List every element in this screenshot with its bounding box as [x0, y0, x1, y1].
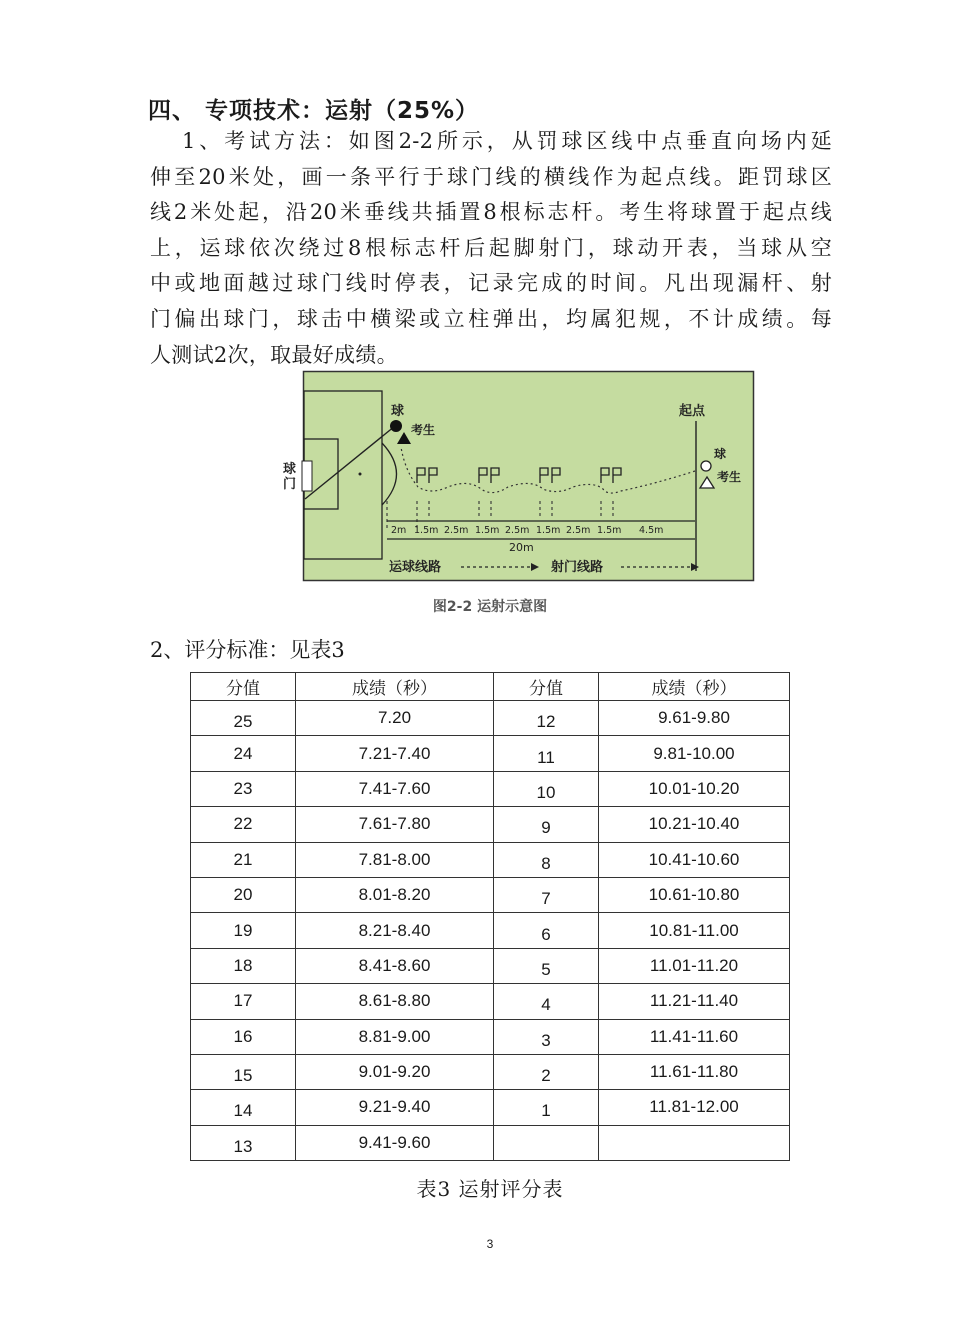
table-cell: 21 [191, 842, 296, 877]
table-cell: 8.21-8.40 [296, 913, 494, 948]
shoot-route-label: 射门线路 [551, 560, 604, 575]
table-cell: 9.81-10.00 [599, 736, 790, 771]
goal-label: 球 [283, 462, 297, 477]
table-cell: 18 [191, 948, 296, 983]
page-number: 3 [486, 1237, 494, 1251]
table-cell: 10.01-10.20 [599, 771, 790, 806]
table-cell: 11.21-11.40 [599, 984, 790, 1019]
svg-text:1.5m: 1.5m [414, 525, 439, 536]
student-label: 考生 [411, 423, 436, 437]
svg-text:2m: 2m [391, 525, 407, 536]
table-cell: 25 [191, 701, 296, 736]
table-cell: 16 [191, 1019, 296, 1054]
table-cell: 6 [494, 913, 599, 948]
table-cell: 10 [494, 771, 599, 806]
table-cell: 8.61-8.80 [296, 984, 494, 1019]
table-cell: 7.20 [296, 701, 494, 736]
penalty-spot [359, 473, 362, 476]
column-header: 成绩（秒） [296, 673, 494, 701]
table-cell: 7.41-7.60 [296, 771, 494, 806]
section-heading: 四、 专项技术：运射（25%） [148, 98, 480, 124]
paragraph-line: 中或地面越过球门线时停表，记录完成的时间。凡出现漏杆、射 [150, 271, 832, 296]
table-cell: 9.41-9.60 [296, 1125, 494, 1160]
table-cell: 19 [191, 913, 296, 948]
table-cell: 24 [191, 736, 296, 771]
right-student-label: 考生 [717, 470, 742, 484]
svg-text:2.5m: 2.5m [566, 525, 591, 536]
table-cell: 11 [494, 736, 599, 771]
table-row [191, 1054, 790, 1089]
dribble-shoot-diagram [283, 371, 755, 583]
svg-text:4.5m: 4.5m [639, 525, 664, 536]
paragraph-line: 线2米处起，沿20米垂线共插置8根标志杆。考生将球置于起点线 [150, 200, 832, 225]
ball-icon [390, 420, 402, 432]
table-cell: 11.61-11.80 [599, 1054, 790, 1089]
table-cell [494, 1125, 599, 1160]
table-cell: 4 [494, 984, 599, 1019]
table-row [191, 807, 790, 842]
table-cell: 22 [191, 807, 296, 842]
table-cell [599, 1125, 790, 1160]
table-row [191, 736, 790, 771]
figure-caption: 图2-2 运射示意图 [432, 599, 548, 615]
score-table [190, 672, 790, 1161]
table-cell: 12 [494, 701, 599, 736]
table-cell: 9.61-9.80 [599, 701, 790, 736]
table-row [191, 771, 790, 806]
table-cell: 10.41-10.60 [599, 842, 790, 877]
table-cell: 11.81-12.00 [599, 1090, 790, 1125]
svg-text:1.5m: 1.5m [597, 525, 622, 536]
paragraph-line: 伸至20米处，画一条平行于球门线的横线作为起点线。距罚球区 [150, 164, 832, 189]
table-cell: 20 [191, 877, 296, 912]
exam-method-paragraph [150, 124, 832, 373]
table-cell: 3 [494, 1019, 599, 1054]
table-row [191, 948, 790, 983]
table-row [191, 877, 790, 912]
table-cell: 7 [494, 877, 599, 912]
svg-text:1.5m: 1.5m [536, 525, 561, 536]
table-cell: 14 [191, 1090, 296, 1125]
table-cell: 8.41-8.60 [296, 948, 494, 983]
table-row [191, 842, 790, 877]
ball-label: 球 [391, 404, 405, 419]
table-cell: 13 [191, 1125, 296, 1160]
svg-text:2.5m: 2.5m [505, 525, 530, 536]
table-cell: 8 [494, 842, 599, 877]
table-cell: 8.01-8.20 [296, 877, 494, 912]
table-cell: 7.61-7.80 [296, 807, 494, 842]
svg-text:1.5m: 1.5m [475, 525, 500, 536]
right-ball-icon [701, 461, 711, 471]
goal-label: 门 [283, 477, 297, 492]
right-ball-label: 球 [714, 447, 727, 461]
table-cell: 11.01-11.20 [599, 948, 790, 983]
paragraph-line: 1、考试方法：如图2-2所示，从罚球区线中点垂直向场内延 [182, 129, 832, 153]
table-row [191, 913, 790, 948]
table-cell: 2 [494, 1054, 599, 1089]
paragraph-line: 门偏出球门，球击中横梁或立柱弹出，均属犯规，不计成绩。每 [150, 306, 832, 331]
table-cell: 7.81-8.00 [296, 842, 494, 877]
table-cell: 23 [191, 771, 296, 806]
paragraph-line: 上，运球依次绕过8根标志杆后起脚射门，球动开表，当球从空 [150, 235, 832, 260]
total-label: 20m [509, 541, 534, 554]
table-cell: 8.81-9.00 [296, 1019, 494, 1054]
table-row [191, 1090, 790, 1125]
table-cell: 10.21-10.40 [599, 807, 790, 842]
table-cell: 10.61-10.80 [599, 877, 790, 912]
table-cell: 5 [494, 948, 599, 983]
table-cell: 9.01-9.20 [296, 1054, 494, 1089]
table-row [191, 701, 790, 736]
start-label: 起点 [679, 404, 706, 419]
dribble-route-label: 运球线路 [389, 560, 442, 575]
table-cell: 10.81-11.00 [599, 913, 790, 948]
table-row [191, 1125, 790, 1160]
table-cell: 1 [494, 1090, 599, 1125]
table-cell: 9.21-9.40 [296, 1090, 494, 1125]
goal-box [302, 461, 312, 491]
table-cell: 7.21-7.40 [296, 736, 494, 771]
column-header: 成绩（秒） [599, 673, 790, 701]
svg-text:2.5m: 2.5m [444, 525, 469, 536]
table-caption: 表3 运射评分表 [416, 1177, 564, 1201]
table-cell: 9 [494, 807, 599, 842]
table-row [191, 984, 790, 1019]
table-cell: 15 [191, 1054, 296, 1089]
column-header: 分值 [191, 673, 296, 701]
column-header: 分值 [494, 673, 599, 701]
paragraph-line: 人测试2次，取最好成绩。 [150, 342, 398, 367]
scoring-heading: 2、评分标准：见表3 [150, 638, 345, 662]
table-row [191, 1019, 790, 1054]
table-cell: 11.41-11.60 [599, 1019, 790, 1054]
table-header-row [191, 673, 790, 701]
table-cell: 17 [191, 984, 296, 1019]
